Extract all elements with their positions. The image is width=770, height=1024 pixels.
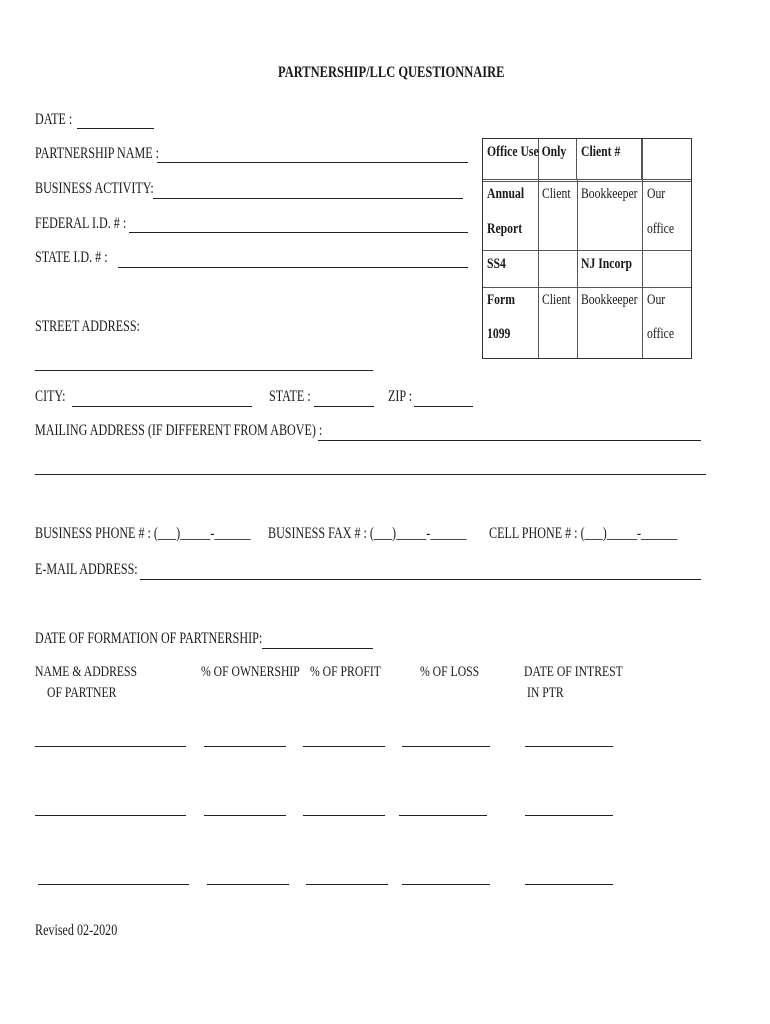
street-address-field[interactable]: [35, 370, 373, 371]
business-fax-label[interactable]: BUSINESS FAX # : (___)_____-______: [268, 525, 467, 542]
mailing-address-field[interactable]: [318, 440, 701, 441]
header-name-address-line2: OF PARTNER: [47, 685, 117, 701]
form-1099-bookkeeper: Bookkeeper: [581, 292, 638, 308]
state-id-label: STATE I.D. # :: [35, 249, 108, 266]
state-id-field[interactable]: [118, 267, 468, 268]
header-ownership: % OF OWNERSHIP: [201, 664, 300, 680]
formation-date-label: DATE OF FORMATION OF PARTNERSHIP:: [35, 630, 263, 647]
zip-label: ZIP :: [388, 388, 413, 405]
email-field[interactable]: [140, 579, 701, 580]
partner-2-name-field[interactable]: [35, 815, 186, 816]
header-interest-date-line2: IN PTR: [527, 685, 564, 701]
partner-2-ownership-field[interactable]: [204, 815, 286, 816]
form-1099-office: office: [647, 326, 675, 342]
partner-1-profit-field[interactable]: [303, 746, 385, 747]
mailing-address-label: MAILING ADDRESS (IF DIFFERENT FROM ABOVE) :: [35, 422, 323, 439]
annual-report-client: Client: [542, 186, 571, 202]
annual-report-label: Annual: [487, 186, 525, 202]
form-1099-our: Our: [647, 292, 666, 308]
federal-id-label: FEDERAL I.D. # :: [35, 215, 127, 232]
partner-3-ownership-field[interactable]: [207, 884, 289, 885]
nj-incorp-label: NJ Incorp: [581, 256, 633, 272]
header-interest-date: DATE OF INTREST: [524, 664, 623, 680]
date-label: DATE :: [35, 111, 73, 128]
partner-3-interest-date-field[interactable]: [525, 884, 613, 885]
partner-2-interest-date-field[interactable]: [525, 815, 613, 816]
city-field[interactable]: [72, 406, 252, 407]
annual-report-bookkeeper: Bookkeeper: [581, 186, 638, 202]
form-1099-label-line2: 1099: [487, 326, 511, 342]
form-title: PARTNERSHIP/LLC QUESTIONNAIRE: [278, 64, 505, 81]
annual-report-office: office: [647, 221, 675, 237]
partner-3-name-field[interactable]: [38, 884, 189, 885]
city-label: CITY:: [35, 388, 66, 405]
business-activity-label: BUSINESS ACTIVITY:: [35, 180, 154, 197]
form-1099-client: Client: [542, 292, 571, 308]
business-activity-field[interactable]: [153, 198, 463, 199]
state-field[interactable]: [314, 406, 374, 407]
header-name-address: NAME & ADDRESS: [35, 664, 138, 680]
partner-3-profit-field[interactable]: [306, 884, 388, 885]
partner-2-loss-field[interactable]: [399, 815, 487, 816]
annual-report-our: Our: [647, 186, 666, 202]
header-loss: % OF LOSS: [420, 664, 480, 680]
zip-field[interactable]: [414, 406, 473, 407]
partner-1-interest-date-field[interactable]: [525, 746, 613, 747]
cell-phone-label[interactable]: CELL PHONE # : (___)_____-______: [489, 525, 678, 542]
revised-note: Revised 02-2020: [35, 922, 118, 939]
annual-report-label-line2: Report: [487, 221, 523, 237]
form-1099-label: Form: [487, 292, 515, 308]
federal-id-field[interactable]: [129, 232, 468, 233]
partnership-name-label: PARTNERSHIP NAME :: [35, 145, 160, 162]
partner-1-loss-field[interactable]: [402, 746, 490, 747]
partnership-name-field[interactable]: [157, 162, 468, 163]
email-label: E-MAIL ADDRESS:: [35, 561, 138, 578]
header-profit: % OF PROFIT: [310, 664, 381, 680]
street-address-label: STREET ADDRESS:: [35, 318, 140, 335]
client-number-header: Client #: [581, 144, 621, 160]
business-phone-label[interactable]: BUSINESS PHONE # : (___)_____-______: [35, 525, 251, 542]
formation-date-field[interactable]: [262, 648, 373, 649]
partner-1-ownership-field[interactable]: [204, 746, 286, 747]
mailing-address-field-line2[interactable]: [35, 474, 706, 475]
office-use-header: Office Use Only: [487, 144, 567, 160]
ss4-label: SS4: [487, 256, 506, 272]
date-field[interactable]: [77, 128, 154, 129]
partner-1-name-field[interactable]: [35, 746, 186, 747]
partner-3-loss-field[interactable]: [402, 884, 490, 885]
state-label: STATE :: [269, 388, 311, 405]
partner-2-profit-field[interactable]: [303, 815, 385, 816]
